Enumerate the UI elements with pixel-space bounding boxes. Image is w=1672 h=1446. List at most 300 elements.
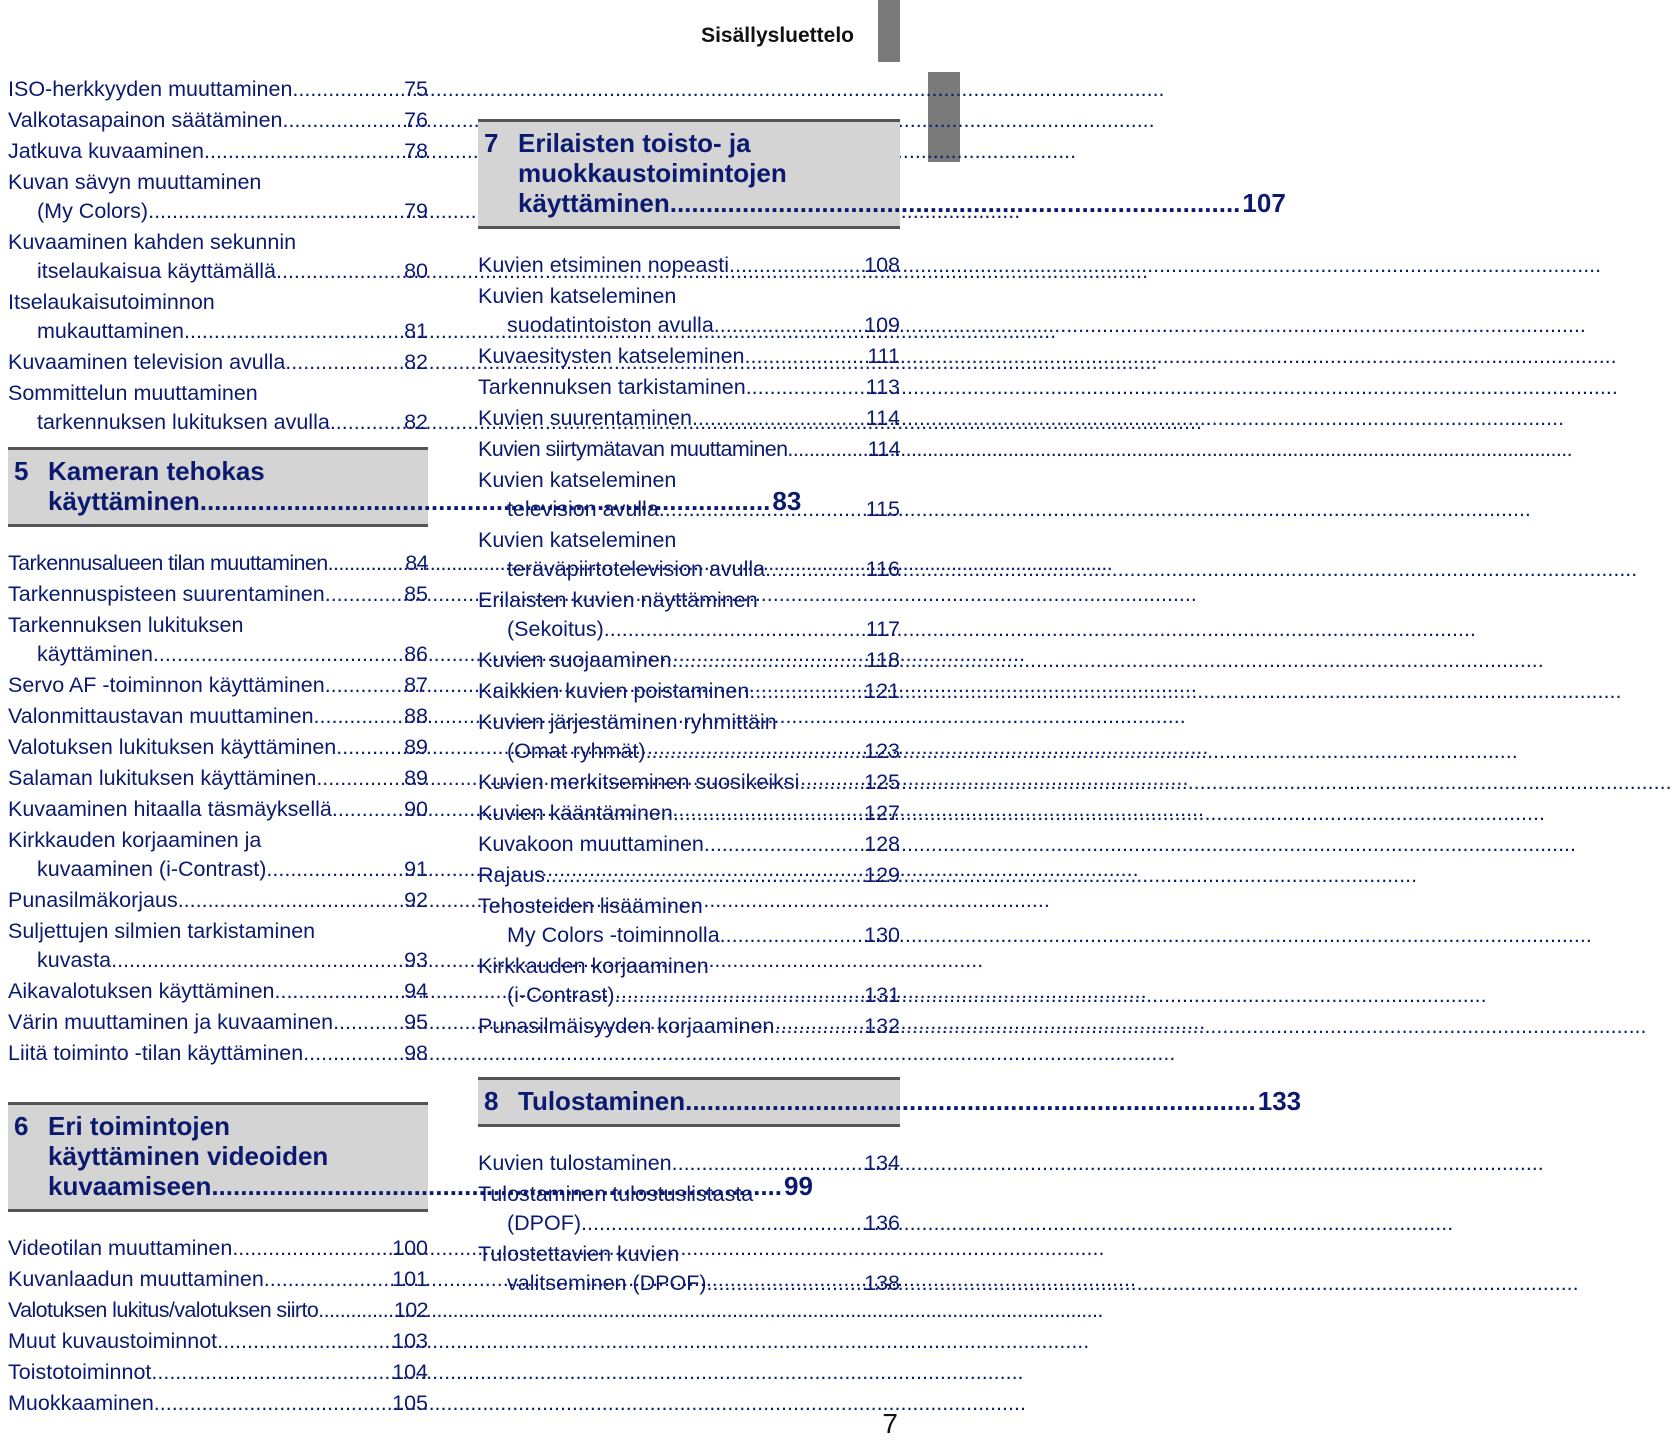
toc-entry-page: 91 <box>404 857 428 881</box>
toc-entry-page: 111 <box>867 344 900 368</box>
toc-entry[interactable] <box>478 708 900 766</box>
toc-entry[interactable] <box>8 795 428 824</box>
toc-entry[interactable] <box>478 1012 900 1041</box>
toc-entry-row <box>8 1389 428 1418</box>
chapter-title-line: kuvaamiseen <box>48 1171 212 1201</box>
toc-entry-row <box>478 981 900 1010</box>
toc-entry-row <box>8 946 428 975</box>
toc-entry-page: 87 <box>404 673 428 697</box>
toc-entry[interactable] <box>478 646 900 675</box>
dot-leader <box>787 435 852 464</box>
toc-entry-row <box>8 1234 428 1263</box>
toc-entry-page: 136 <box>864 1211 900 1235</box>
toc-entry-page: 134 <box>864 1151 900 1175</box>
toc-entry-title: Kuvaaminen kahden sekunnin <box>8 230 297 254</box>
chapter-title-line: Kameran tehokas <box>48 456 265 486</box>
toc-entry-title: Aikavalotuksen käyttäminen <box>8 979 275 1003</box>
toc-entry-page: 121 <box>864 679 900 703</box>
toc-entry-page: 109 <box>864 313 900 337</box>
toc-entry[interactable] <box>8 348 428 377</box>
dot-leader <box>148 197 402 226</box>
dot-leader <box>749 677 852 706</box>
toc-entry[interactable] <box>8 611 428 669</box>
toc-entry-title: itselaukaisua käyttämällä <box>37 259 277 283</box>
toc-entry-title: Värin muuttaminen ja kuvaaminen <box>8 1010 334 1034</box>
dot-leader <box>646 737 852 766</box>
dot-leader <box>333 1008 402 1037</box>
toc-entry[interactable] <box>478 342 900 371</box>
toc-entry-title: Kuvaaminen television avulla <box>8 350 286 374</box>
dot-leader <box>672 646 852 675</box>
toc-entry-row <box>8 408 428 437</box>
toc-entry[interactable] <box>478 1149 900 1178</box>
toc-entry-row <box>8 75 428 104</box>
toc-entry[interactable] <box>478 1180 900 1238</box>
dot-leader <box>184 317 402 346</box>
toc-entry[interactable] <box>8 137 428 166</box>
section-tab-marker <box>878 0 900 62</box>
dot-leader <box>275 977 403 1006</box>
chapter-number: 5 <box>14 456 29 486</box>
toc-entry-page: 76 <box>404 108 428 132</box>
chapter-title <box>518 1086 1301 1116</box>
toc-entry-row <box>8 977 428 1006</box>
dot-leader <box>765 555 852 584</box>
dot-leader <box>774 1012 852 1041</box>
toc-entry-row <box>478 799 900 828</box>
toc-entry-title: suodatintoiston avulla <box>507 313 714 337</box>
toc-entry-title: Salaman lukituksen käyttäminen <box>8 766 317 790</box>
toc-entry[interactable] <box>478 282 900 340</box>
toc-entry-page: 89 <box>404 735 428 759</box>
toc-entry-page: 93 <box>404 948 428 972</box>
toc-entry-page: 108 <box>864 253 900 277</box>
toc-entry-page: 105 <box>392 1391 428 1415</box>
toc-entry-title: Tehosteiden lisääminen <box>478 894 703 918</box>
toc-entry-page: 100 <box>392 1236 428 1260</box>
dot-leader <box>151 1358 390 1387</box>
toc-entry-title: Tarkennusalueen tilan muuttaminen <box>8 551 328 575</box>
toc-entry-row <box>478 768 900 797</box>
dot-leader <box>283 106 403 135</box>
dot-leader <box>264 1265 390 1294</box>
toc-entry[interactable] <box>478 861 900 890</box>
toc-entry[interactable] <box>8 228 428 286</box>
chapter-title-line: Eri toimintojen <box>48 1111 230 1141</box>
dot-leader <box>729 251 852 280</box>
dot-leader <box>685 1086 1256 1116</box>
chapter-title <box>518 128 1286 218</box>
toc-entry-title: ISO-herkkyyden muuttaminen <box>8 77 293 101</box>
toc-entry[interactable] <box>478 373 900 402</box>
toc-entry-row <box>8 348 428 377</box>
dot-leader <box>799 768 852 797</box>
dot-leader <box>325 671 402 700</box>
toc-entry-row <box>8 702 428 731</box>
chapter-title-line: käyttäminen videoiden <box>48 1141 329 1171</box>
toc-entry[interactable] <box>8 1234 428 1263</box>
toc-entry-row <box>478 342 900 371</box>
toc-entry-page: 81 <box>404 319 428 343</box>
dot-leader <box>692 404 852 433</box>
toc-entry-row <box>8 197 428 226</box>
toc-entry-title: Itselaukaisutoiminnon <box>8 290 215 314</box>
toc-entry-title: Valonmittaustavan muuttaminen <box>8 704 314 728</box>
toc-entry-row <box>8 1008 428 1037</box>
toc-entry-row <box>478 646 900 675</box>
toc-entry-title: Kirkkauden korjaaminen <box>478 954 709 978</box>
toc-entry[interactable] <box>8 671 428 700</box>
toc-entry-row <box>8 317 428 346</box>
toc-entry-row <box>478 251 900 280</box>
toc-entry-title: Jatkuva kuvaaminen <box>8 139 204 163</box>
toc-entry[interactable] <box>478 830 900 859</box>
toc-entry-row <box>478 921 900 950</box>
toc-entry-row <box>478 373 900 402</box>
toc-entry[interactable] <box>8 826 428 884</box>
toc-entry-title: Tarkennuksen tarkistaminen <box>478 375 746 399</box>
dot-leader <box>292 75 402 104</box>
toc-entry-row <box>8 137 428 166</box>
toc-entry-title: Kuvien katseleminen <box>478 468 677 492</box>
toc-entry-page: 132 <box>864 1014 900 1038</box>
toc-entry-row <box>478 311 900 340</box>
dot-leader <box>303 1039 402 1068</box>
chapter-heading-7[interactable] <box>478 119 1286 229</box>
dot-leader <box>318 1296 392 1325</box>
chapter-number: 8 <box>484 1086 499 1116</box>
chapter-title-line: Tulostaminen <box>518 1086 686 1116</box>
toc-entry[interactable] <box>8 379 428 437</box>
toc-entry-row <box>478 555 900 584</box>
toc-entry-page: 80 <box>404 259 428 283</box>
toc-entry-row <box>478 830 900 859</box>
toc-section <box>8 549 428 1068</box>
toc-entry[interactable] <box>8 764 428 793</box>
toc-entry-title: (My Colors) <box>37 199 149 223</box>
toc-entry-title: Kuvan sävyn muuttaminen <box>8 170 262 194</box>
dot-leader <box>266 855 402 884</box>
toc-entry-title: Muut kuvaustoiminnot <box>8 1329 218 1353</box>
toc-entry-page: 118 <box>865 648 900 672</box>
chapter-number: 7 <box>484 128 499 158</box>
toc-entry-page: 127 <box>864 801 900 825</box>
toc-entry-row <box>8 640 428 669</box>
toc-entry-title: Erilaisten kuvien näyttäminen <box>478 588 758 612</box>
toc-entry-page: 94 <box>404 979 428 1003</box>
toc-entry-title: Rajaus <box>478 863 545 887</box>
toc-entry[interactable] <box>8 288 428 346</box>
chapter-title-line: käyttäminen <box>518 188 670 218</box>
toc-entry[interactable] <box>478 1240 900 1298</box>
dot-leader <box>672 1149 852 1178</box>
toc-entry-title: Kuvien etsiminen nopeasti <box>478 253 729 277</box>
toc-entry[interactable] <box>8 75 428 104</box>
toc-entry[interactable] <box>8 733 428 762</box>
toc-entry[interactable] <box>8 917 428 975</box>
toc-entry-title: Suljettujen silmien tarkistaminen <box>8 919 316 943</box>
toc-entry-page: 90 <box>404 797 428 821</box>
dot-leader <box>316 764 402 793</box>
toc-entry-title: käyttäminen <box>37 642 153 666</box>
toc-entry-title: Sommittelun muuttaminen <box>8 381 258 405</box>
chapter-page: 99 <box>784 1171 813 1201</box>
dot-leader <box>704 830 852 859</box>
toc-entry-row <box>478 737 900 766</box>
dot-leader <box>714 311 852 340</box>
toc-section <box>8 1234 428 1418</box>
toc-entry-title: Videotilan muuttaminen <box>8 1236 233 1260</box>
toc-entry-title: kuvaaminen (i-Contrast) <box>37 857 267 881</box>
toc-entry-page: 82 <box>404 410 428 434</box>
toc-entry-page: 138 <box>864 1271 900 1295</box>
toc-entry-row <box>8 733 428 762</box>
toc-entry-page: 75 <box>404 77 428 101</box>
dot-leader <box>720 921 852 950</box>
toc-entry[interactable] <box>478 677 900 706</box>
toc-entry-title: Kaikkien kuvien poistaminen <box>478 679 750 703</box>
toc-entry-page: 101 <box>392 1267 428 1291</box>
dot-leader <box>670 188 1241 218</box>
toc-entry-page: 85 <box>404 582 428 606</box>
toc-entry-page: 128 <box>864 832 900 856</box>
toc-entry-title: teräväpiirtotelevision avulla <box>507 557 766 581</box>
toc-column-right <box>478 109 1302 1300</box>
toc-entry-page: 84 <box>405 551 428 575</box>
page-title: Sisällysluettelo <box>701 24 854 47</box>
toc-entry-row <box>8 1039 428 1068</box>
dot-leader <box>745 342 852 371</box>
toc-entry-page: 104 <box>392 1360 428 1384</box>
toc-entry-title: valitseminen (DPOF) <box>507 1271 707 1295</box>
toc-entry[interactable] <box>8 702 428 731</box>
toc-entry-title: (Omat ryhmät) <box>507 739 646 763</box>
toc-entry-title: Kuvien siirtymätavan muuttaminen <box>478 437 788 461</box>
toc-entry-row <box>478 677 900 706</box>
toc-entry-row <box>478 861 900 890</box>
toc-entry-page: 114 <box>867 437 900 461</box>
toc-entry[interactable] <box>8 168 428 226</box>
toc-entry[interactable] <box>8 106 428 135</box>
chapter-page: 107 <box>1242 188 1286 218</box>
toc-entry-title: Kuvien kääntäminen <box>478 801 673 825</box>
toc-entry[interactable] <box>8 886 428 915</box>
dot-leader <box>332 795 402 824</box>
toc-entry-page: 125 <box>864 770 900 794</box>
toc-entry[interactable] <box>8 1358 428 1387</box>
toc-entry-title: Kirkkauden korjaaminen ja <box>8 828 262 852</box>
toc-entry-row <box>8 855 428 884</box>
toc-entry-title: Toistotoiminnot <box>8 1360 152 1384</box>
dot-leader <box>154 1389 390 1418</box>
toc-entry-row <box>8 549 428 578</box>
toc-entry-page: 82 <box>404 350 428 374</box>
dot-leader <box>328 549 404 578</box>
toc-entry-row <box>8 1296 428 1325</box>
toc-entry[interactable] <box>478 435 900 464</box>
toc-entry-page: 102 <box>393 1298 428 1322</box>
chapter-title-line: käyttäminen <box>48 486 200 516</box>
toc-entry-page: 88 <box>404 704 428 728</box>
dot-leader <box>746 373 852 402</box>
toc-entry-page: 78 <box>404 139 428 163</box>
dot-leader <box>673 799 852 828</box>
toc-entry[interactable] <box>8 1265 428 1294</box>
toc-entry-row <box>478 495 900 524</box>
toc-entry-page: 131 <box>864 983 900 1007</box>
toc-entry-title: Kuvakoon muuttaminen <box>478 832 704 856</box>
toc-entry-title: Punasilmäisyyden korjaaminen <box>478 1014 775 1038</box>
toc-entry[interactable] <box>478 586 900 644</box>
chapter-heading-8[interactable] <box>478 1077 1302 1127</box>
toc-entry-row <box>478 435 900 464</box>
toc-entry-row <box>8 1327 428 1356</box>
chapter-page: 133 <box>1257 1086 1302 1116</box>
toc-entry[interactable] <box>8 1039 428 1068</box>
toc-entry-title: Valotuksen lukitus/valotuksen siirto <box>8 1298 319 1322</box>
page-number: 7 <box>882 1408 898 1439</box>
toc-section <box>478 1149 900 1298</box>
toc-entry-title: Kuvien suurentaminen <box>478 406 692 430</box>
chapter-number: 6 <box>14 1111 29 1141</box>
toc-entry-page: 86 <box>404 642 428 666</box>
dot-leader <box>336 733 402 762</box>
toc-entry-row <box>8 1358 428 1387</box>
toc-entry-row <box>478 404 900 433</box>
toc-entry-title: Tulostaminen tulostuslistasta <box>478 1182 754 1206</box>
toc-entry-title: Tarkennuksen lukituksen <box>8 613 244 637</box>
dot-leader <box>325 580 402 609</box>
toc-entry[interactable] <box>478 768 900 797</box>
dot-leader <box>276 257 402 286</box>
toc-section <box>8 75 428 437</box>
dot-leader <box>545 861 852 890</box>
toc-entry-row <box>478 1269 900 1298</box>
toc-entry-page: 115 <box>865 497 900 521</box>
toc-entry[interactable] <box>8 1327 428 1356</box>
toc-entry-title: Valkotasapainon säätäminen <box>8 108 283 132</box>
toc-entry-row <box>8 764 428 793</box>
toc-entry[interactable] <box>8 1008 428 1037</box>
toc-entry-row <box>478 615 900 644</box>
chapter-title-row <box>518 1086 1301 1116</box>
toc-entry-title: Kuvaaminen hitaalla täsmäyksellä <box>8 797 332 821</box>
toc-entry-page: 117 <box>865 617 900 641</box>
toc-entry-row <box>478 1149 900 1178</box>
toc-entry-title: Tarkennuspisteen suurentaminen <box>8 582 325 606</box>
toc-entry-page: 123 <box>864 739 900 763</box>
chapter-title-row <box>518 188 1286 218</box>
toc-entry[interactable] <box>8 549 428 578</box>
dot-leader <box>285 348 402 377</box>
toc-entry[interactable] <box>8 1296 428 1325</box>
toc-entry-title: Kuvanlaadun muuttaminen <box>8 1267 264 1291</box>
toc-entry-title: (i-Contrast) <box>507 983 615 1007</box>
toc-entry-page: 92 <box>404 888 428 912</box>
toc-entry[interactable] <box>478 526 900 584</box>
dot-leader <box>604 615 852 644</box>
toc-entry-row <box>8 1265 428 1294</box>
dot-leader <box>153 640 402 669</box>
toc-entry-row <box>8 795 428 824</box>
toc-entry-title: Servo AF -toiminnon käyttäminen <box>8 673 325 697</box>
chapter-title-line: Erilaisten toisto- ja <box>518 128 751 158</box>
toc-entry-title: Valotuksen lukituksen käyttäminen <box>8 735 337 759</box>
toc-entry-title: Kuvien järjestäminen ryhmittäin <box>478 710 777 734</box>
toc-entry-row <box>8 106 428 135</box>
toc-entry-page: 103 <box>392 1329 428 1353</box>
toc-entry-title: Punasilmäkorjaus <box>8 888 178 912</box>
chapter-page: 83 <box>772 486 802 516</box>
toc-entry-row <box>8 580 428 609</box>
toc-entry-title: tarkennuksen lukituksen avulla <box>37 410 330 434</box>
toc-entry-title: mukauttaminen <box>37 319 184 343</box>
dot-leader <box>659 495 852 524</box>
toc-entry-page: 95 <box>404 1010 428 1034</box>
toc-entry-title: (Sekoitus) <box>507 617 604 641</box>
dot-leader <box>204 137 402 166</box>
toc-entry-row <box>478 1209 900 1238</box>
toc-entry-title: Muokkaaminen <box>8 1391 154 1415</box>
toc-entry-title: Tulostettavien kuvien <box>478 1242 680 1266</box>
toc-entry-row <box>478 1012 900 1041</box>
toc-entry-title: Kuvaesitysten katseleminen <box>478 344 745 368</box>
toc-entry[interactable] <box>478 404 900 433</box>
toc-entry[interactable] <box>478 251 900 280</box>
toc-entry[interactable] <box>478 799 900 828</box>
toc-entry-title: television avulla <box>507 497 659 521</box>
dot-leader <box>178 886 402 915</box>
toc-entry-title: Kuvien katseleminen <box>478 284 677 308</box>
toc-entry-title: Kuvien merkitseminen suosikeiksi <box>478 770 800 794</box>
dot-leader <box>232 1234 390 1263</box>
dot-leader <box>330 408 402 437</box>
toc-entry-title: (DPOF) <box>507 1211 582 1235</box>
dot-leader <box>615 981 852 1010</box>
toc-entry-title: Kuvien suojaaminen <box>478 648 672 672</box>
dot-leader <box>314 702 403 731</box>
toc-entry-page: 130 <box>864 923 900 947</box>
dot-leader <box>217 1327 390 1356</box>
toc-entry[interactable] <box>478 952 900 1010</box>
toc-entry-row <box>8 257 428 286</box>
toc-entry[interactable] <box>8 580 428 609</box>
toc-entry-page: 89 <box>404 766 428 790</box>
toc-entry-title: kuvasta <box>37 948 112 972</box>
toc-entry-title: Kuvien tulostaminen <box>478 1151 672 1175</box>
toc-entry-page: 98 <box>404 1041 428 1065</box>
toc-entry-title: My Colors -toiminnolla <box>507 923 720 947</box>
toc-entry[interactable] <box>8 977 428 1006</box>
chapter-title-line: muokkaustoimintojen <box>518 158 787 188</box>
toc-entry[interactable] <box>478 892 900 950</box>
toc-entry-row <box>8 671 428 700</box>
toc-section <box>478 251 900 1041</box>
toc-entry-page: 79 <box>404 199 428 223</box>
dot-leader <box>581 1209 852 1238</box>
dot-leader <box>111 946 402 975</box>
toc-entry-row <box>8 886 428 915</box>
toc-entry[interactable] <box>8 1389 428 1418</box>
dot-leader <box>707 1269 852 1298</box>
toc-entry-page: 114 <box>865 406 900 430</box>
toc-entry-title: Kuvien katseleminen <box>478 528 677 552</box>
toc-entry-page: 113 <box>865 375 900 399</box>
toc-entry-title: Liitä toiminto -tilan käyttäminen <box>8 1041 304 1065</box>
toc-entry-page: 116 <box>865 557 900 581</box>
toc-entry-page: 129 <box>864 863 900 887</box>
toc-entry[interactable] <box>478 466 900 524</box>
